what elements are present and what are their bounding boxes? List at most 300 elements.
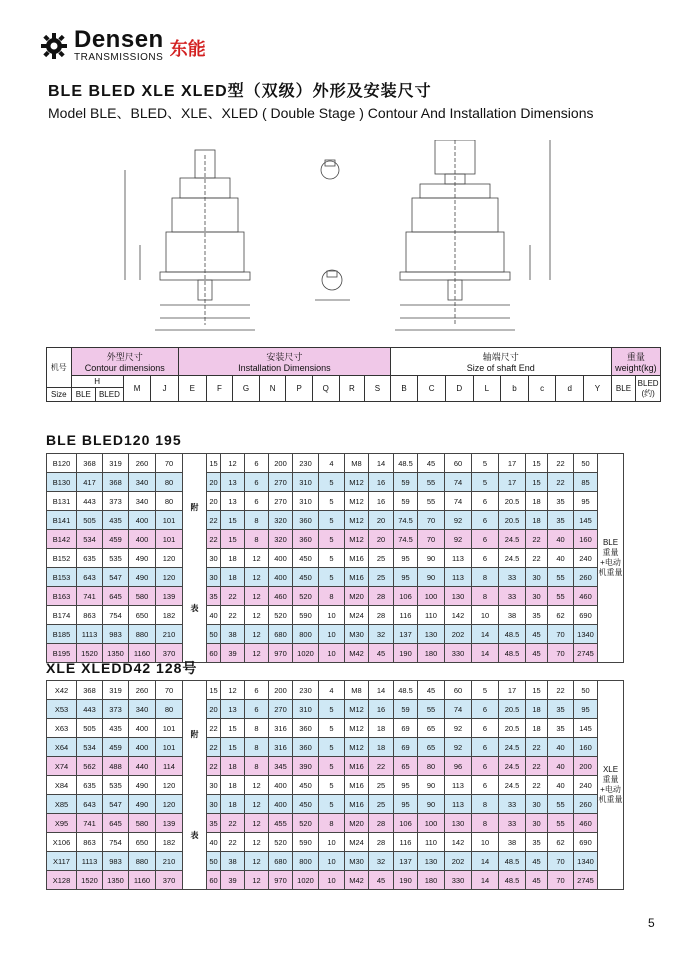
- table-cell: 240: [574, 549, 598, 568]
- table-cell: 1020: [293, 644, 319, 663]
- table-cell: 18: [221, 549, 245, 568]
- table-cell: 12: [245, 587, 269, 606]
- table-cell: 200: [269, 454, 293, 473]
- table-cell: 1350: [103, 871, 129, 890]
- table-cell: 373: [103, 492, 129, 511]
- table-cell: 59: [394, 700, 418, 719]
- table-cell: 368: [77, 454, 103, 473]
- table-cell: M20: [345, 587, 369, 606]
- table-cell: 20.5: [499, 719, 526, 738]
- table-cell: 22: [221, 606, 245, 625]
- table-cell: 15: [221, 719, 245, 738]
- table-cell: 55: [548, 814, 574, 833]
- header-col-c: C: [418, 376, 446, 402]
- table-cell: 35: [526, 606, 548, 625]
- table-cell: 330: [445, 644, 472, 663]
- table-cell: M12: [345, 700, 369, 719]
- table-cell: 400: [269, 549, 293, 568]
- table-cell: 35: [526, 833, 548, 852]
- table-cell: 754: [103, 606, 129, 625]
- table-cell: 260: [129, 454, 156, 473]
- table-cell: 15: [526, 681, 548, 700]
- table-cell: 1520: [77, 644, 103, 663]
- table-cell: 18: [221, 757, 245, 776]
- table-cell: 12: [245, 814, 269, 833]
- table-cell: 65: [418, 719, 445, 738]
- table-cell: 69: [394, 719, 418, 738]
- table-cell: 1340: [574, 625, 598, 644]
- table-cell: 18: [221, 795, 245, 814]
- table-cell: 10: [319, 606, 345, 625]
- table-cell: 22: [548, 454, 574, 473]
- table-cell: B153: [47, 568, 77, 587]
- table-cell: 1340: [574, 852, 598, 871]
- table-cell: 6: [245, 454, 269, 473]
- table-cell: 12: [245, 606, 269, 625]
- table-cell: 22: [207, 738, 221, 757]
- table-cell: 80: [156, 473, 183, 492]
- table-cell: 370: [156, 644, 183, 663]
- table-cell: 45: [526, 871, 548, 890]
- table-cell: 120: [156, 795, 183, 814]
- table-cell: 114: [156, 757, 183, 776]
- table-cell: 6: [472, 492, 499, 511]
- table-cell: 443: [77, 700, 103, 719]
- table-cell: 520: [269, 606, 293, 625]
- table-cell: 40: [548, 549, 574, 568]
- table-cell: 60: [445, 681, 472, 700]
- table-cell: 488: [103, 757, 129, 776]
- table-cell: 18: [221, 776, 245, 795]
- table-cell: 113: [445, 549, 472, 568]
- table-cell: 25: [369, 795, 394, 814]
- brand-chinese-logo: 东能: [169, 38, 206, 60]
- table-row: [47, 530, 670, 549]
- table-cell: 310: [293, 700, 319, 719]
- table-cell: 15: [526, 473, 548, 492]
- table-cell: 190: [394, 871, 418, 890]
- table-cell: 360: [293, 719, 319, 738]
- table-cell: 45: [418, 681, 445, 700]
- table-cell: 5: [319, 757, 345, 776]
- brand-header: [40, 28, 206, 63]
- table-cell: 33: [499, 587, 526, 606]
- table-cell: 22: [526, 776, 548, 795]
- header-col-l: L: [473, 376, 501, 402]
- attach-char-1: 附: [190, 503, 199, 512]
- table-cell: 316: [269, 738, 293, 757]
- table-cell: 74.5: [394, 511, 418, 530]
- table-cell: B163: [47, 587, 77, 606]
- table-cell: 16: [369, 492, 394, 511]
- table-cell: 137: [394, 625, 418, 644]
- table-cell: 490: [129, 568, 156, 587]
- table-cell: 1160: [129, 644, 156, 663]
- attach-char-2: 表: [190, 831, 199, 840]
- table-cell: B120: [47, 454, 77, 473]
- table-cell: 40: [548, 530, 574, 549]
- table-cell: 8: [319, 814, 345, 833]
- table-cell: 5: [472, 454, 499, 473]
- table-cell: 28: [369, 833, 394, 852]
- table-cell: 35: [548, 700, 574, 719]
- table-cell: 12: [245, 776, 269, 795]
- table-cell: B141: [47, 511, 77, 530]
- table-cell: 100: [418, 814, 445, 833]
- table-row: [47, 492, 670, 511]
- table-cell: 240: [574, 776, 598, 795]
- header-col-q: Q: [312, 376, 339, 402]
- table-cell: 15: [526, 454, 548, 473]
- table-cell: 70: [418, 530, 445, 549]
- table-cell: 95: [394, 795, 418, 814]
- table-cell: 10: [319, 871, 345, 890]
- table-cell: 4: [319, 454, 345, 473]
- table-cell: 547: [103, 795, 129, 814]
- table-cell: 80: [156, 492, 183, 511]
- table-cell: X63: [47, 719, 77, 738]
- table-cell: 113: [445, 568, 472, 587]
- table-cell: 202: [445, 625, 472, 644]
- table-cell: 106: [394, 814, 418, 833]
- table-cell: 90: [418, 568, 445, 587]
- table-cell: 55: [548, 568, 574, 587]
- table-cell: 35: [207, 587, 221, 606]
- table-cell: 22: [221, 833, 245, 852]
- table-cell: 18: [369, 719, 394, 738]
- brand-subtitle: TRANSMISSIONS: [74, 52, 164, 63]
- table-cell: 15: [221, 738, 245, 757]
- header-col-d: D: [445, 376, 473, 402]
- table-cell: 139: [156, 814, 183, 833]
- table-row: [47, 795, 670, 814]
- header-no-cn: 机号: [50, 363, 67, 372]
- table-cell: 24.5: [499, 757, 526, 776]
- table-cell: 74: [445, 700, 472, 719]
- table-cell: 48.5: [499, 871, 526, 890]
- table-cell: 70: [156, 681, 183, 700]
- table-cell: 340: [129, 700, 156, 719]
- table-cell: 30: [207, 795, 221, 814]
- header-col-f: F: [206, 376, 233, 402]
- table-cell: 45: [418, 454, 445, 473]
- table-cell: 45: [526, 852, 548, 871]
- table-cell: 15: [207, 681, 221, 700]
- table-cell: 14: [472, 625, 499, 644]
- table-cell: 520: [293, 814, 319, 833]
- table-cell: 345: [269, 757, 293, 776]
- header-no: [47, 348, 72, 388]
- header-col-b: B: [390, 376, 418, 402]
- table-cell: 16: [369, 473, 394, 492]
- table-cell: 1520: [77, 871, 103, 890]
- table-cell: 38: [499, 606, 526, 625]
- table-cell: 643: [77, 568, 103, 587]
- table-cell: 40: [548, 776, 574, 795]
- header-col-c-small: c: [528, 376, 556, 402]
- table-cell: 741: [77, 587, 103, 606]
- table-cell: 2745: [574, 871, 598, 890]
- table-cell: 450: [293, 549, 319, 568]
- table-cell: 116: [394, 606, 418, 625]
- page-number: 5: [648, 916, 655, 930]
- table-cell: 400: [129, 738, 156, 757]
- table-cell: 1350: [103, 644, 129, 663]
- table-cell: 142: [445, 833, 472, 852]
- table-cell: 230: [293, 681, 319, 700]
- table-cell: 535: [103, 776, 129, 795]
- table-cell: 505: [77, 511, 103, 530]
- header-col-e: E: [178, 376, 206, 402]
- table-cell: 130: [445, 814, 472, 833]
- table-cell: 8: [319, 587, 345, 606]
- table-cell: 182: [156, 606, 183, 625]
- table-cell: 28: [369, 587, 394, 606]
- table-cell: 330: [445, 871, 472, 890]
- table-cell: 417: [77, 473, 103, 492]
- table-cell: 200: [269, 681, 293, 700]
- table-cell: M42: [345, 644, 369, 663]
- table-cell: 310: [293, 492, 319, 511]
- table-cell: 95: [394, 776, 418, 795]
- table-cell: B142: [47, 530, 77, 549]
- table-cell: M16: [345, 549, 369, 568]
- table-cell: 435: [103, 511, 129, 530]
- table-cell: 30: [526, 568, 548, 587]
- table-cell: 20: [369, 530, 394, 549]
- table-cell: 55: [548, 587, 574, 606]
- table-cell: 650: [129, 606, 156, 625]
- table-cell: 22: [369, 757, 394, 776]
- table-cell: 800: [293, 625, 319, 644]
- table-cell: 1160: [129, 871, 156, 890]
- table-cell: 40: [207, 833, 221, 852]
- table-cell: 12: [245, 833, 269, 852]
- table-cell: 5: [319, 549, 345, 568]
- table-cell: 48.5: [394, 681, 418, 700]
- table-cell: 30: [207, 549, 221, 568]
- table-cell: 14: [472, 852, 499, 871]
- table-cell: 95: [574, 492, 598, 511]
- table-cell: 863: [77, 833, 103, 852]
- table-cell: 74: [445, 492, 472, 511]
- table-cell: 33: [499, 814, 526, 833]
- table-cell: 22: [221, 587, 245, 606]
- table-cell: 116: [394, 833, 418, 852]
- table-row: [47, 700, 670, 719]
- table-cell: M12: [345, 473, 369, 492]
- table-cell: 38: [221, 625, 245, 644]
- table-cell: 22: [526, 549, 548, 568]
- table-cell: 8: [472, 587, 499, 606]
- table-cell: 17: [499, 454, 526, 473]
- table-row: [47, 757, 670, 776]
- table-cell: 319: [103, 681, 129, 700]
- table-cell: 18: [526, 511, 548, 530]
- header-contour-cn: 外型尺寸: [106, 352, 143, 362]
- header-col-b-small: b: [501, 376, 529, 402]
- table-cell: 535: [103, 549, 129, 568]
- table-cell: 260: [574, 568, 598, 587]
- section1-title: BLE BLED120 195: [46, 432, 182, 448]
- table-cell: 14: [472, 871, 499, 890]
- table-cell: 25: [369, 549, 394, 568]
- table-cell: 754: [103, 833, 129, 852]
- table-cell: 45: [369, 871, 394, 890]
- table-cell: 373: [103, 700, 129, 719]
- table-cell: 4: [319, 681, 345, 700]
- table-cell: 5: [319, 776, 345, 795]
- table-cell: 520: [293, 587, 319, 606]
- table-cell: 10: [319, 833, 345, 852]
- header-col-s: S: [365, 376, 391, 402]
- table-cell: 101: [156, 511, 183, 530]
- table-cell: 460: [574, 814, 598, 833]
- reducer-outline-drawing: [100, 140, 620, 340]
- table-cell: 400: [269, 568, 293, 587]
- table-cell: 400: [129, 530, 156, 549]
- table-cell: 85: [574, 473, 598, 492]
- table-cell: X64: [47, 738, 77, 757]
- table-cell: B131: [47, 492, 77, 511]
- table-row: [47, 511, 670, 530]
- header-col-n: N: [259, 376, 286, 402]
- table-cell: M20: [345, 814, 369, 833]
- table-cell: 22: [221, 814, 245, 833]
- table-cell: 20.5: [499, 700, 526, 719]
- table-cell: 32: [369, 625, 394, 644]
- table-row: [47, 719, 670, 738]
- page-title-en: Model BLE、BLED、XLE、XLED ( Double Stage ) Contour And Installation Dimensions: [48, 105, 594, 121]
- table-cell: M12: [345, 511, 369, 530]
- table-cell: 360: [293, 738, 319, 757]
- table-cell: 443: [77, 492, 103, 511]
- table-cell: 80: [156, 700, 183, 719]
- table-cell: 39: [221, 644, 245, 663]
- table-cell: 320: [269, 530, 293, 549]
- table-cell: 90: [418, 549, 445, 568]
- table-cell: M16: [345, 776, 369, 795]
- table-cell: 33: [499, 795, 526, 814]
- table-cell: 450: [293, 568, 319, 587]
- table-cell: 69: [394, 738, 418, 757]
- header-install-cn: 安装尺寸: [266, 352, 303, 362]
- table-cell: 20: [207, 700, 221, 719]
- table-cell: 20.5: [499, 492, 526, 511]
- attach-note: [183, 454, 207, 663]
- table-cell: 40: [548, 738, 574, 757]
- table-cell: 65: [394, 757, 418, 776]
- table-cell: 22: [526, 757, 548, 776]
- table-cell: 180: [418, 644, 445, 663]
- table-cell: B195: [47, 644, 77, 663]
- table-cell: M8: [345, 454, 369, 473]
- table-cell: 202: [445, 852, 472, 871]
- table-cell: 13: [221, 700, 245, 719]
- table-cell: 650: [129, 833, 156, 852]
- table-cell: 5: [319, 568, 345, 587]
- table-cell: 8: [472, 814, 499, 833]
- table-cell: 62: [548, 606, 574, 625]
- table-cell: 6: [472, 511, 499, 530]
- table-cell: 39: [221, 871, 245, 890]
- table-cell: 983: [103, 852, 129, 871]
- table-cell: 10: [472, 606, 499, 625]
- table-cell: 880: [129, 625, 156, 644]
- header-col-m: M: [123, 376, 151, 402]
- table-cell: 10: [319, 852, 345, 871]
- header-size: Size: [47, 388, 72, 402]
- table-cell: 70: [548, 852, 574, 871]
- table-cell: 5: [319, 700, 345, 719]
- table-cell: 130: [418, 625, 445, 644]
- table-cell: 45: [526, 625, 548, 644]
- table-cell: B130: [47, 473, 77, 492]
- table-cell: 340: [129, 473, 156, 492]
- table-cell: X128: [47, 871, 77, 890]
- table-cell: 6: [245, 681, 269, 700]
- table-cell: 70: [156, 454, 183, 473]
- table-cell: 160: [574, 530, 598, 549]
- table-cell: B152: [47, 549, 77, 568]
- table-cell: 14: [472, 644, 499, 663]
- table-cell: 60: [207, 644, 221, 663]
- table-cell: 880: [129, 852, 156, 871]
- table-cell: 13: [221, 492, 245, 511]
- table-cell: 35: [548, 511, 574, 530]
- table-cell: 8: [472, 568, 499, 587]
- table-cell: 130: [445, 587, 472, 606]
- table-cell: 580: [129, 587, 156, 606]
- header-weight-en: weight(kg): [615, 363, 657, 373]
- table-cell: 139: [156, 587, 183, 606]
- table-cell: 180: [418, 871, 445, 890]
- header-weight-bled: [636, 376, 661, 402]
- table-cell: 55: [418, 492, 445, 511]
- table-cell: 14: [369, 454, 394, 473]
- table-cell: 690: [574, 833, 598, 852]
- table-cell: 40: [207, 606, 221, 625]
- table-cell: 635: [77, 549, 103, 568]
- table-cell: 137: [394, 852, 418, 871]
- table-cell: 5: [319, 795, 345, 814]
- table-cell: 8: [245, 757, 269, 776]
- table-cell: 368: [103, 473, 129, 492]
- table-cell: 6: [472, 738, 499, 757]
- table-cell: 25: [369, 776, 394, 795]
- table-cell: 15: [221, 530, 245, 549]
- table-cell: M42: [345, 871, 369, 890]
- table-cell: X42: [47, 681, 77, 700]
- table-cell: M12: [345, 492, 369, 511]
- table-cell: 741: [77, 814, 103, 833]
- table-cell: 863: [77, 606, 103, 625]
- table-cell: 95: [394, 549, 418, 568]
- table-cell: 95: [394, 568, 418, 587]
- table-cell: 260: [574, 795, 598, 814]
- table-cell: 30: [526, 795, 548, 814]
- table-cell: 15: [221, 511, 245, 530]
- table-cell: 22: [207, 530, 221, 549]
- table-cell: 113: [445, 776, 472, 795]
- table-cell: 534: [77, 738, 103, 757]
- table-cell: 400: [129, 719, 156, 738]
- table-cell: 12: [245, 795, 269, 814]
- table-cell: 690: [574, 606, 598, 625]
- header-weight-bled-sub: (约): [641, 388, 655, 398]
- table-cell: M8: [345, 681, 369, 700]
- header-install-en: Installation Dimensions: [238, 363, 331, 373]
